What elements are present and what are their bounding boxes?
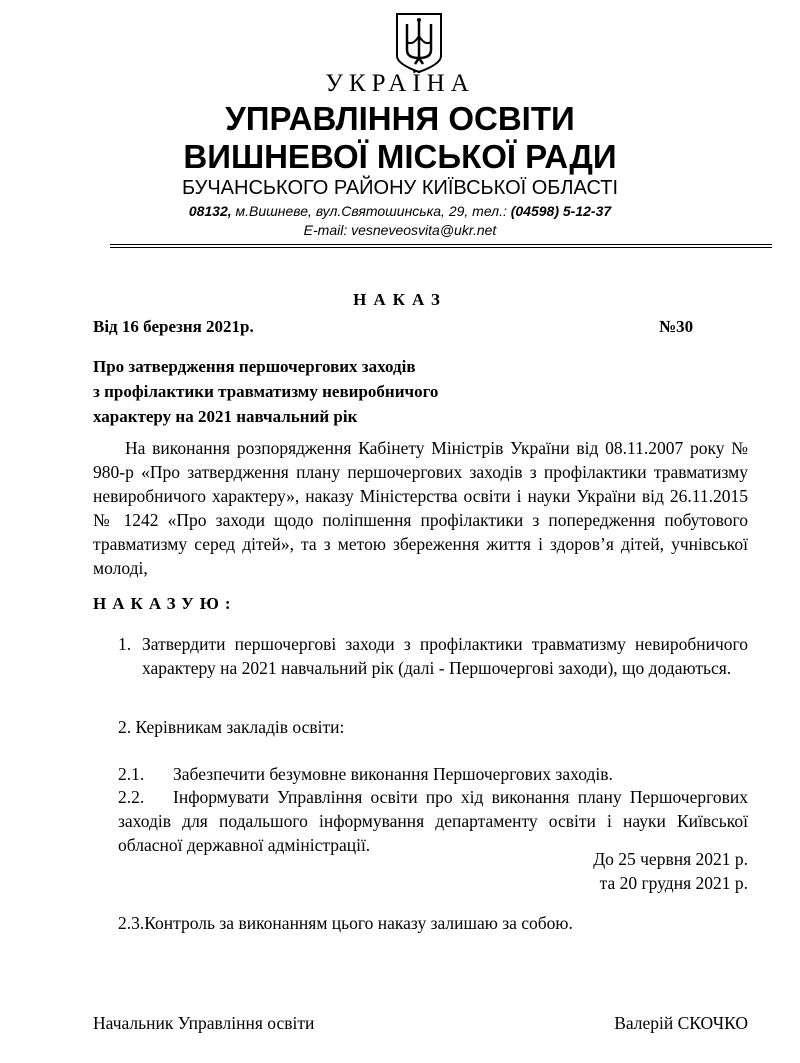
list-item [118,717,344,738]
sub-item-number: 2.1. [118,764,145,784]
sub-item-text: Забезпечити безумовне виконання Першочергових заходів. [173,764,613,784]
address-line [0,203,800,219]
address: м.Вишневе, вул.Святошинська, 29, тел.: [235,203,507,219]
deadline-first: До 25 червня 2021 р. [593,849,748,869]
item-text: Затвердити першочергові заходи з профілактики травматизму невиробничого характеру на 2021 навчальний рік (далі - Першочергові заходи), що додаються. [142,634,748,678]
org-name-line2: ВИШНЕВОЇ МІСЬКОЇ РАДИ [183,138,617,175]
phone: (04598) 5-12-37 [510,203,612,219]
list-item [118,632,748,680]
sub-item-text: Інформувати Управління освіти про хід виконання плану Першочергових заходів для подальшого інформування департаменту освіти і науки Київської обласної державної адміністрації. [118,787,748,855]
email-line: E-mail: vesneveosvita@ukr.net [303,222,497,238]
trident-emblem-icon [393,12,445,74]
preamble-paragraph: На виконання розпорядження Кабінету Міністрів України від 08.11.2007 року № 980-р «Про затвердження плану першочергових заходів з профілактики травматизму невиробничого характеру», наказу Міністерства освіти і науки України від 26.11.2015 № 1242 «Про заходи щодо поліпшення профілактики з попередження побутового травматизму серед дітей», та з метою збереження життя і здоров’я дітей, учнівської молоді, [93,438,748,578]
item-text: Керівникам закладів освіти: [135,717,345,737]
subject-line: з профілактики травматизму невиробничого [93,382,439,401]
org-name-line1: УПРАВЛІННЯ ОСВІТИ [225,100,575,137]
signatory-name: Валерій СКОЧКО [614,1013,748,1033]
sub-item [118,762,748,786]
header-divider-second [110,247,772,248]
document-subject [93,354,438,429]
header-divider [110,244,772,245]
deadline-second: та 20 грудня 2021 р. [599,873,748,893]
subject-line: Про затвердження першочергових заходів [93,357,416,376]
document-title: НАКАЗ [353,290,447,309]
sub-item [118,785,748,857]
country-name: УКРАЇНА [325,70,475,97]
document-number: №30 [659,317,694,336]
control-clause: 2.3.Контроль за виконанням цього наказу залишаю за собою. [118,913,573,933]
document-date: Від 16 березня 2021р. [93,317,254,336]
district-name: БУЧАНСЬКОГО РАЙОНУ КИЇВСЬКОЇ ОБЛАСТІ [181,177,618,199]
item-number: 1. [118,634,132,654]
order-word: НАКАЗУЮ: [93,594,237,613]
item-number: 2. [118,717,132,737]
signatory-role: Начальник Управління освіти [93,1013,315,1033]
sub-item-number: 2.2. [118,787,145,807]
subject-line: характеру на 2021 навчальний рік [93,407,358,426]
postcode: 08132, [188,203,232,219]
